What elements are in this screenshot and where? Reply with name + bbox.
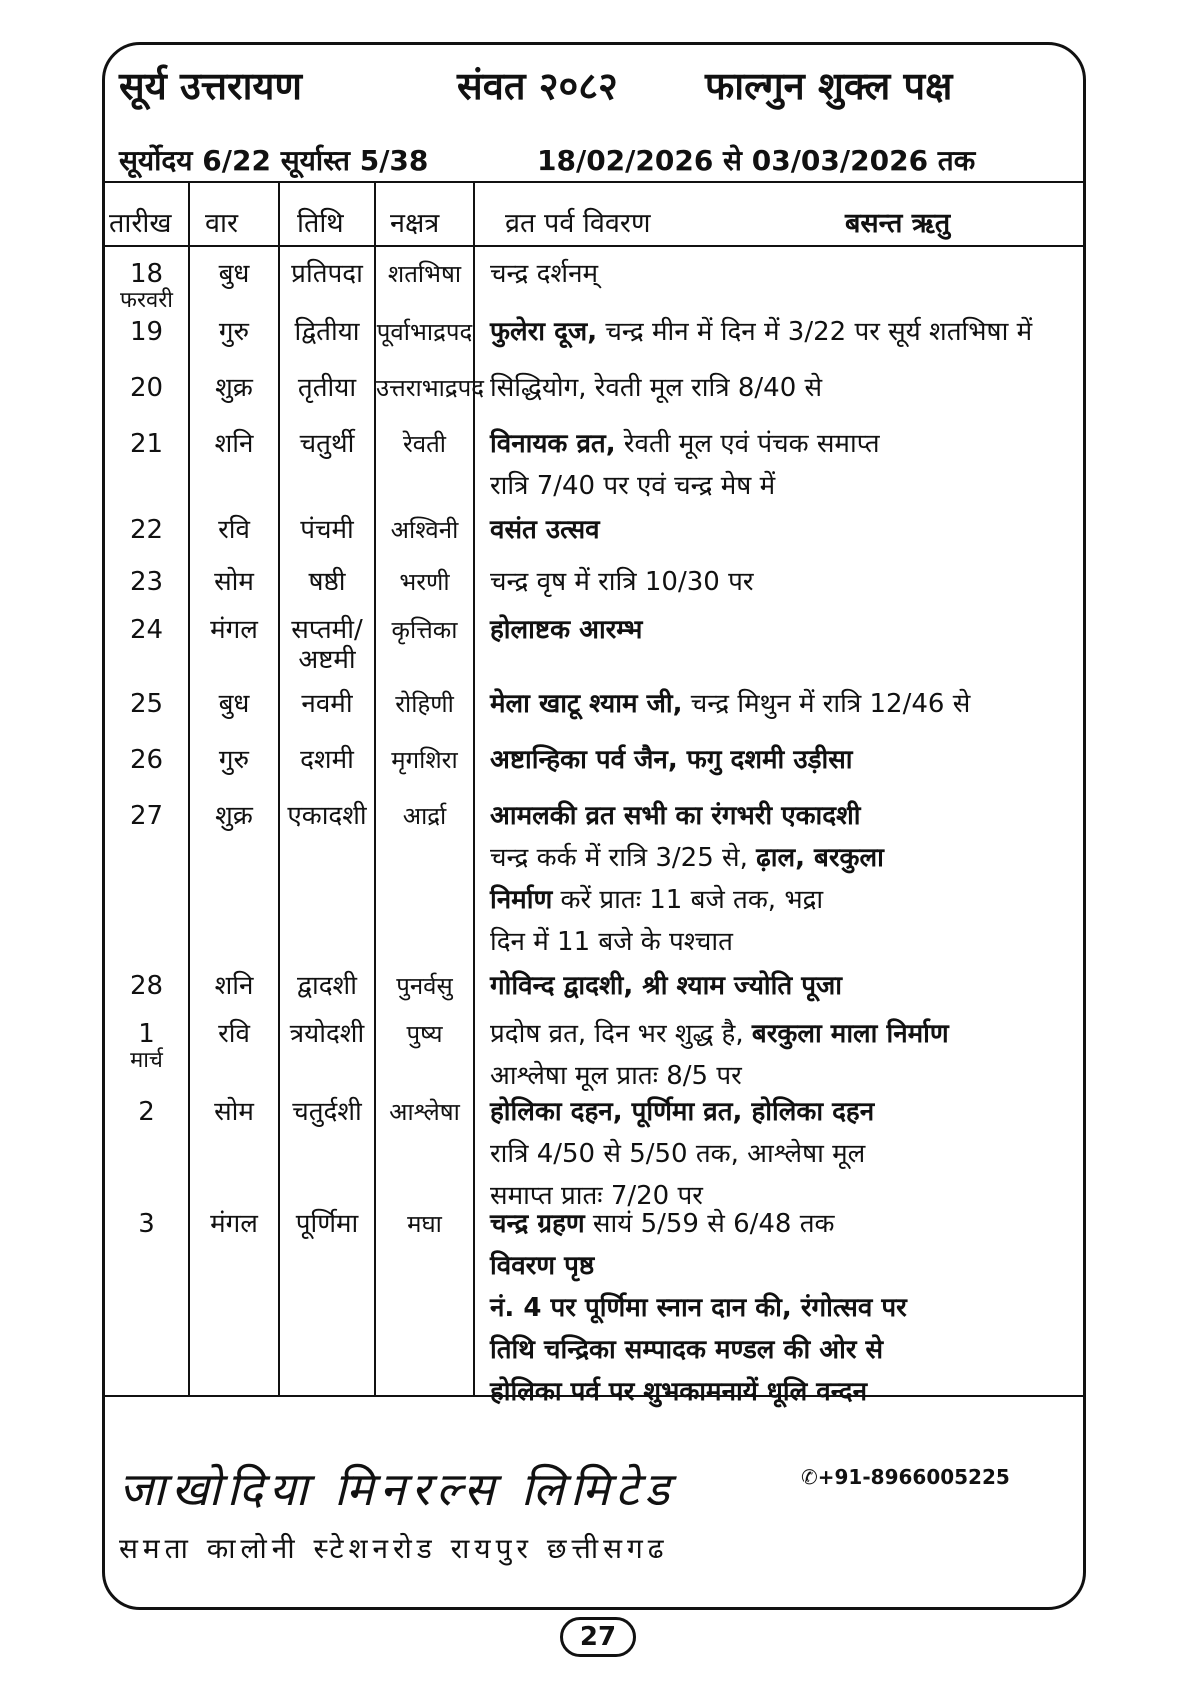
row-tithi-text: पूर्णिमा — [295, 1209, 359, 1239]
row-weekday: मंगल — [210, 615, 258, 645]
row-tithi — [280, 515, 374, 545]
row-nakshatra: मृगशिरा — [391, 746, 458, 774]
description-bold-text: ढ़ाल, बरकुला — [756, 843, 884, 873]
row-weekday: गुरु — [218, 317, 250, 347]
row-date — [105, 1019, 188, 1073]
description-bold-text: मेला खाटू श्याम जी, — [490, 689, 683, 719]
row-tithi — [280, 259, 374, 289]
description-text: प्रदोष व्रत, दिन भर शुद्ध है, — [490, 1019, 752, 1049]
description-text: सायं 5/59 से 6/48 तक — [584, 1209, 835, 1239]
row-date-day: 2 — [138, 1097, 155, 1127]
row-date-day: 24 — [129, 615, 164, 645]
description-text: आश्लेषा मूल प्रातः 8/5 पर — [490, 1061, 742, 1091]
samvat: संवत २०८२ — [457, 64, 618, 108]
col-divider-4 — [473, 181, 475, 1395]
row-tithi — [280, 1097, 374, 1127]
row-tithi — [280, 689, 374, 719]
row-tithi — [280, 1019, 374, 1049]
description-text: सिद्धियोग, रेवती मूल रात्रि 8/40 से — [490, 373, 823, 403]
description-text: रात्रि 7/40 पर एवं चन्द्र मेष में — [490, 471, 776, 501]
row-tithi-text: सप्तमी/ — [291, 615, 363, 645]
description-bold-text: होलिका पर्व पर शुभकामनायें धूलि वन्दन — [490, 1377, 868, 1407]
company-address: समता कालोनी स्टेशनरोड रायपुर छत्तीसगढ — [119, 1532, 669, 1565]
row-weekday: मंगल — [210, 1209, 258, 1239]
row-tithi — [280, 567, 374, 597]
row-date — [105, 429, 188, 459]
description-bold-text: वसंत उत्सव — [490, 515, 600, 545]
row-date-day: 22 — [129, 515, 164, 545]
row-description — [490, 965, 1080, 1007]
row-description — [490, 739, 1080, 781]
row-weekday: शनि — [214, 971, 254, 1001]
description-text: समाप्त प्रातः 7/20 पर — [490, 1181, 703, 1211]
row-tithi — [280, 615, 374, 675]
surya-uttarayan: सूर्य उत्तरायण — [119, 64, 302, 108]
row-nakshatra: अश्विनी — [390, 516, 459, 544]
row-weekday: बुध — [218, 259, 250, 289]
row-date — [105, 745, 188, 775]
header-divider — [105, 181, 1083, 183]
header-row-2 — [105, 141, 1083, 181]
row-description — [490, 683, 1080, 725]
description-bold-text: आमलकी व्रत सभी का रंगभरी एकादशी — [490, 801, 861, 831]
page-frame — [102, 42, 1086, 1610]
description-text: चन्द्र मीन में दिन में 3/22 पर सूर्य शतभिषा में — [597, 317, 1033, 347]
row-tithi — [280, 317, 374, 347]
description-bold-text: विवरण पृष्ठ — [490, 1251, 595, 1281]
row-date-day: 26 — [129, 745, 164, 775]
description-bold-text: नं. 4 पर पूर्णिमा स्नान दान की, रंगोत्सव पर — [490, 1293, 907, 1323]
description-bold-text: फुलेरा दूज, — [490, 317, 598, 347]
row-nakshatra: भरणी — [399, 568, 450, 596]
row-weekday: गुरु — [218, 745, 250, 775]
row-date — [105, 615, 188, 645]
date-range: 18/02/2026 से 03/03/2026 तक — [537, 144, 976, 177]
row-tithi-text: प्रतिपदा — [291, 259, 363, 289]
description-text: दिन में 11 बजे के पश्चात — [490, 927, 733, 957]
row-tithi-text: तृतीया — [297, 373, 357, 403]
description-bold-text: विनायक व्रत, — [490, 429, 616, 459]
col-head-description: व्रत पर्व विवरण — [505, 208, 651, 239]
row-date-day: 18 — [129, 259, 164, 289]
row-tithi-text: नवमी — [301, 689, 353, 719]
row-date — [105, 801, 188, 831]
row-description — [490, 1091, 1080, 1217]
row-tithi — [280, 1209, 374, 1239]
row-tithi — [280, 745, 374, 775]
row-nakshatra: पूर्वाभाद्रपद — [376, 318, 473, 346]
row-date — [105, 373, 188, 403]
col-head-var: वार — [205, 208, 239, 239]
paksha: फाल्गुन शुक्ल पक्ष — [705, 64, 953, 108]
row-description — [490, 509, 1080, 551]
row-date — [105, 317, 188, 347]
company-name: जाखोदिया मिनरल्स लिमिटेड — [119, 1462, 676, 1516]
row-tithi-text: पंचमी — [300, 515, 354, 545]
row-nakshatra: कृत्तिका — [391, 616, 458, 644]
row-tithi — [280, 801, 374, 831]
row-nakshatra: पुष्य — [406, 1020, 443, 1048]
row-tithi-text-2: अष्टमी — [298, 645, 356, 675]
row-tithi-text: द्वितीया — [294, 317, 360, 347]
row-weekday: रवि — [218, 1019, 250, 1049]
description-bold-text: चन्द्र ग्रहण — [490, 1209, 585, 1239]
row-date-day: 20 — [129, 373, 164, 403]
row-date — [105, 567, 188, 597]
row-date-month: फरवरी — [120, 288, 173, 313]
row-nakshatra: रेवती — [402, 430, 447, 458]
row-description — [490, 609, 1080, 651]
row-tithi-text: चतुर्थी — [299, 429, 355, 459]
row-weekday: रवि — [218, 515, 250, 545]
row-tithi-text: चतुर्दशी — [292, 1097, 362, 1127]
column-header-divider — [105, 245, 1083, 247]
row-tithi — [280, 429, 374, 459]
row-date-day: 19 — [129, 317, 164, 347]
row-date — [105, 1209, 188, 1239]
header-row-1 — [105, 59, 1083, 123]
row-description — [490, 367, 1080, 409]
page-number: 27 — [560, 1617, 636, 1657]
row-tithi-text: त्रयोदशी — [289, 1019, 365, 1049]
description-text: चन्द्र कर्क में रात्रि 3/25 से, — [490, 843, 757, 873]
row-description — [490, 795, 1080, 963]
description-bold-text: होलाष्टक आरम्भ — [490, 615, 643, 645]
description-bold-text: निर्माण — [490, 885, 553, 915]
description-bold-text: अष्टान्हिका पर्व जैन, फगु दशमी उड़ीसा — [490, 745, 853, 775]
description-text: चन्द्र वृष में रात्रि 10/30 पर — [490, 567, 754, 597]
description-bold-text: गोविन्द द्वादशी, श्री श्याम ज्योति पूजा — [490, 971, 843, 1001]
row-tithi-text: षष्ठी — [308, 567, 346, 597]
row-date-day: 3 — [138, 1209, 155, 1239]
row-date-day: 27 — [129, 801, 164, 831]
col-head-nakshatra: नक्षत्र — [390, 208, 440, 239]
row-date-month: मार्च — [130, 1048, 163, 1073]
description-text: रेवती मूल एवं पंचक समाप्त — [615, 429, 880, 459]
row-date — [105, 259, 188, 313]
company-phone: ✆+91-8966005225 — [801, 1465, 1010, 1489]
description-bold-text: होलिका दहन, पूर्णिमा व्रत, होलिका दहन — [490, 1097, 875, 1127]
row-description — [490, 423, 1080, 507]
row-date-day: 1 — [138, 1019, 155, 1049]
row-tithi — [280, 373, 374, 403]
row-nakshatra: आश्लेषा — [389, 1098, 460, 1126]
col-head-ritu: बसन्त ऋतु — [845, 208, 951, 239]
row-description — [490, 1203, 1080, 1413]
sunrise-sunset: सूर्योदय 6/22 सूर्यास्त 5/38 — [119, 144, 429, 177]
description-bold-text: बरकुला माला निर्माण — [751, 1019, 949, 1049]
description-text: करें प्रातः 11 बजे तक, भद्रा — [552, 885, 824, 915]
description-text: चन्द्र दर्शनम् — [490, 259, 599, 289]
row-description — [490, 1013, 1080, 1097]
row-date-day: 23 — [129, 567, 164, 597]
col-head-tithi: तिथि — [297, 208, 344, 239]
row-nakshatra: शतभिषा — [387, 260, 462, 288]
row-tithi-text: द्वादशी — [297, 971, 357, 1001]
row-date-day: 25 — [129, 689, 164, 719]
row-date — [105, 971, 188, 1001]
row-date — [105, 689, 188, 719]
row-nakshatra: आर्द्रा — [402, 802, 447, 830]
description-bold-text: तिथि चन्द्रिका सम्पादक मण्डल की ओर से — [490, 1335, 884, 1365]
row-weekday: शुक्र — [215, 373, 253, 403]
row-description — [490, 311, 1080, 353]
row-tithi-text: दशमी — [300, 745, 354, 775]
row-date-day: 28 — [129, 971, 164, 1001]
row-nakshatra: पुनर्वसु — [396, 972, 453, 1000]
row-description — [490, 561, 1080, 603]
row-description — [490, 253, 1080, 295]
row-nakshatra: रोहिणी — [395, 690, 454, 718]
row-weekday: शुक्र — [215, 801, 253, 831]
row-date — [105, 1097, 188, 1127]
row-weekday: शनि — [214, 429, 254, 459]
row-nakshatra: मघा — [407, 1210, 442, 1238]
row-weekday: बुध — [218, 689, 250, 719]
description-text: चन्द्र मिथुन में रात्रि 12/46 से — [682, 689, 971, 719]
description-text: रात्रि 4/50 से 5/50 तक, आश्लेषा मूल — [490, 1139, 866, 1169]
row-nakshatra: उत्तराभाद्रपद — [376, 374, 484, 402]
row-tithi-text: एकादशी — [287, 801, 367, 831]
row-date — [105, 515, 188, 545]
row-weekday: सोम — [214, 567, 254, 597]
col-head-date: तारीख — [109, 208, 172, 239]
row-tithi — [280, 971, 374, 1001]
row-weekday: सोम — [214, 1097, 254, 1127]
row-date-day: 21 — [129, 429, 164, 459]
